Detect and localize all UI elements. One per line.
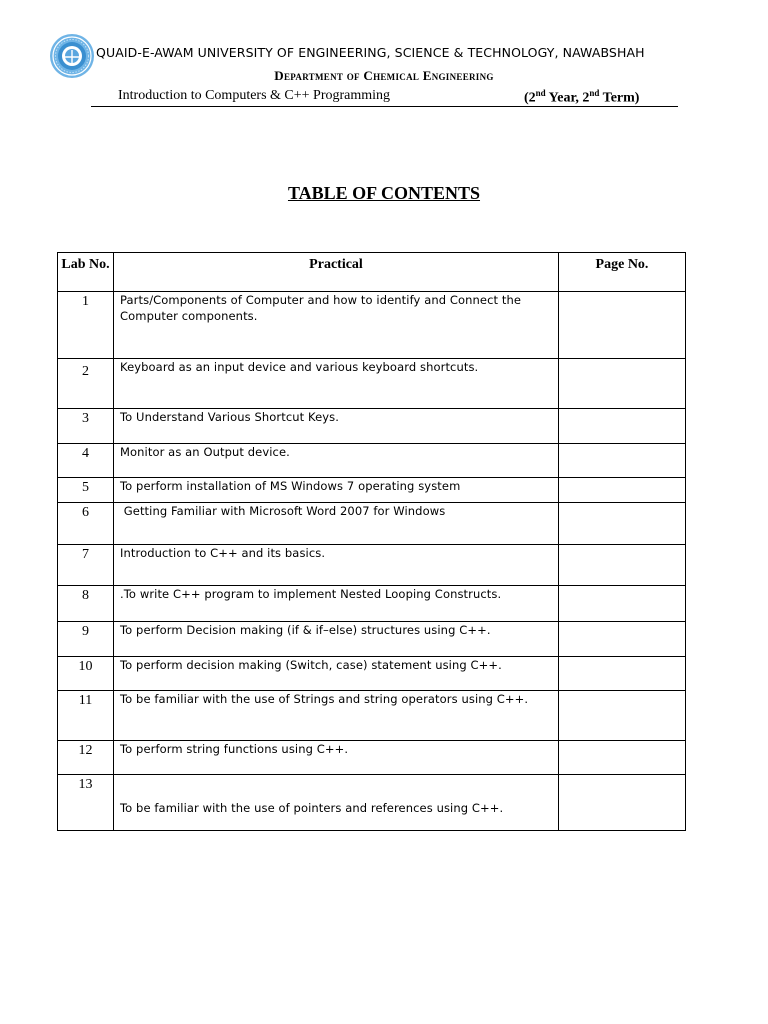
- lab-number: 9: [58, 622, 114, 657]
- lab-number: 3: [58, 409, 114, 444]
- practical-title: To perform string functions using C++.: [114, 741, 559, 775]
- lab-no-header: Lab No.: [58, 253, 114, 292]
- practical-title: To Understand Various Shortcut Keys.: [114, 409, 559, 444]
- page-number: [559, 691, 686, 741]
- table-row: [58, 657, 686, 691]
- page-number: [559, 503, 686, 545]
- lab-number: 4: [58, 444, 114, 478]
- table-row: [58, 503, 686, 545]
- term-label: (2nd Year, 2nd Term): [524, 88, 640, 106]
- lab-number: 7: [58, 545, 114, 586]
- practical-title: Keyboard as an input device and various keyboard shortcuts.: [114, 359, 559, 409]
- page-no-header: Page No.: [559, 253, 686, 292]
- practical-title: To be familiar with the use of pointers and references using C++.: [114, 775, 559, 831]
- practical-header: Practical: [114, 253, 559, 292]
- practical-title: .To write C++ program to implement Nested Looping Constructs.: [114, 586, 559, 622]
- page-number: [559, 478, 686, 503]
- practical-title: To perform decision making (Switch, case) statement using C++.: [114, 657, 559, 691]
- page-number: [559, 409, 686, 444]
- lab-number: 1: [58, 292, 114, 359]
- table-row: [58, 409, 686, 444]
- table-row: [58, 292, 686, 359]
- department-name: Department of Chemical Engineering: [274, 68, 494, 83]
- table-row: [58, 545, 686, 586]
- table-row: [58, 622, 686, 657]
- lab-number: 12: [58, 741, 114, 775]
- page-number: [559, 657, 686, 691]
- page-title: TABLE OF CONTENTS: [287, 183, 481, 203]
- lab-number: 5: [58, 478, 114, 503]
- table-row: [58, 359, 686, 409]
- practical-title: To perform installation of MS Windows 7 operating system: [114, 478, 559, 503]
- page-number: [559, 586, 686, 622]
- page-number: [559, 292, 686, 359]
- lab-number: 10: [58, 657, 114, 691]
- contents-table: [57, 252, 686, 831]
- page-number: [559, 622, 686, 657]
- page-number: [559, 444, 686, 478]
- page-number: [559, 775, 686, 831]
- lab-number: 6: [58, 503, 114, 545]
- table-row: [58, 586, 686, 622]
- table-row: [58, 741, 686, 775]
- course-title: Introduction to Computers & C++ Programming: [118, 88, 391, 103]
- table-row: [58, 478, 686, 503]
- practical-title: Getting Familiar with Microsoft Word 2007 for Windows: [114, 503, 559, 545]
- table-row: [58, 444, 686, 478]
- page-number: [559, 359, 686, 409]
- practical-title: Monitor as an Output device.: [114, 444, 559, 478]
- lab-number: 8: [58, 586, 114, 622]
- table-row: [58, 775, 686, 831]
- table-row: [58, 691, 686, 741]
- page-number: [559, 545, 686, 586]
- lab-number: 2: [58, 359, 114, 409]
- table-header-row: [58, 253, 686, 292]
- lab-number: 11: [58, 691, 114, 741]
- practical-title: To perform Decision making (if & if–else) structures using C++.: [114, 622, 559, 657]
- university-name: QUAID-E-AWAM UNIVERSITY OF ENGINEERING, SCIENCE & TECHNOLOGY, NAWABSHAH: [96, 45, 645, 60]
- practical-title: To be familiar with the use of Strings and string operators using C++.: [114, 691, 559, 741]
- header-divider: [91, 106, 678, 107]
- lab-number: 13: [58, 775, 114, 831]
- practical-title: Parts/Components of Computer and how to identify and Connect the Computer components.: [114, 292, 559, 359]
- page-number: [559, 741, 686, 775]
- practical-title: Introduction to C++ and its basics.: [114, 545, 559, 586]
